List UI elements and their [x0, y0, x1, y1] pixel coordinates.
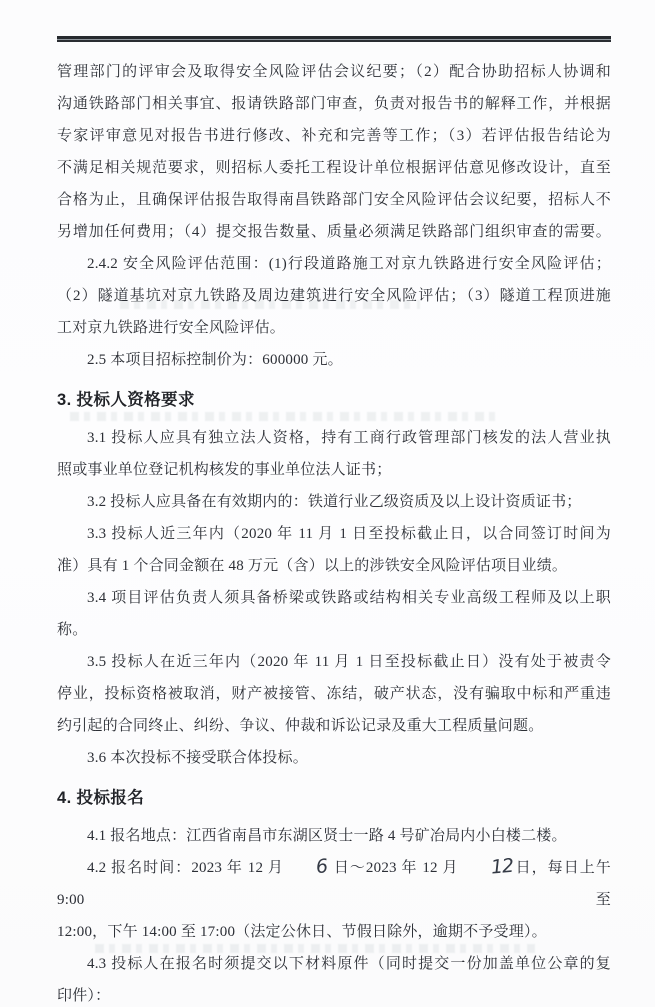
clause-3-6: 3.6 本次投标不接受联合体投标。: [87, 750, 308, 766]
text-line: 3.1 投标人应具有独立法人资格，持有工商行政管理部门核发的法人营业执: [87, 430, 611, 446]
text-line: 称。: [57, 622, 88, 638]
text-line: 合格为止，且确保评估报告取得南昌铁路部门安全风险评估会议纪要，招标人不: [57, 192, 611, 208]
clause-4-1: 4.1 报名地点：江西省南昌市东湖区贤士一路 4 号矿冶局内小白楼二楼。: [87, 828, 567, 844]
text-segment: 日，每日上午 9:00 至: [57, 860, 611, 908]
text-line: 3.4 项目评估负责人须具备桥梁或铁路或结构相关专业高级工程师及以上职: [87, 590, 611, 606]
clause-3-1: [57, 422, 611, 486]
clause-3-5: [57, 646, 611, 742]
text-line: 停业，投标资格被取消，财产被接管、冻结，破产状态，没有骗取中标和严重违: [57, 686, 611, 702]
clause-2-5: 2.5 本项目招标控制价为：600000 元。: [87, 352, 343, 368]
text-line: [57, 852, 611, 916]
text-segment: 4.2 报名时间：2023 年 12 月: [87, 860, 284, 876]
document-body: [57, 36, 611, 1007]
section-4-heading: 4. 投标报名: [57, 789, 145, 807]
clause-3-2: 3.2 投标人应具备在有效期内的：铁道行业乙级资质及以上设计资质证书；: [87, 494, 582, 510]
text-line: 工对京九铁路进行安全风险评估。: [57, 320, 286, 336]
clause-3-3: [57, 518, 611, 582]
clause-3-4: [57, 582, 611, 646]
clause-4-2: [57, 852, 611, 948]
text-segment: 日～2023 年 12 月: [329, 860, 459, 876]
text-line: 不满足相关规范要求，则招标人委托工程设计单位根据评估意见修改设计，直至: [57, 160, 611, 176]
text-line: 沟通铁路部门相关事宜、报请铁路部门审查，负责对报告书的解释工作，并根据: [57, 96, 611, 112]
text-line: 印件）：: [57, 988, 111, 1004]
text-line: 准）具有 1 个合同金额在 48 万元（含）以上的涉铁安全风险评估项目业绩。: [57, 558, 568, 574]
text-line: 4.3 投标人在报名时须提交以下材料原件（同时提交一份加盖单位公章的复: [87, 956, 611, 972]
text-line: 管理部门的评审会及取得安全风险评估会议纪要；（2）配合协助招标人协调和: [57, 64, 611, 80]
text-line: （2）隧道基坑对京九铁路及周边建筑进行安全风险评估；（3）隧道工程顶进施: [57, 288, 611, 304]
text-line: 另增加任何费用；（4）提交报告数量、质量必须满足铁路部门组织审查的需要。: [57, 224, 611, 240]
clause-4-3: [57, 948, 611, 1007]
text-line: 12:00，下午 14:00 至 17:00（法定公休日、节假日除外，逾期不予受理）。: [57, 924, 547, 940]
text-line: 照或事业单位登记机构核发的事业单位法人证书；: [57, 462, 392, 478]
text-line: 2.4.2 安全风险评估范围：(1)行段道路施工对京九铁路进行安全风险评估；: [87, 256, 611, 272]
paragraph-continuation: [57, 56, 611, 248]
text-line: 约引起的合同终止、纠纷、争议、仲裁和诉讼记录及重大工程质量问题。: [57, 718, 544, 734]
text-line: 专家评审意见对报告书进行修改、补充和完善等工作；（3）若评估报告结论为: [57, 128, 611, 144]
header-rule: [57, 36, 611, 42]
handwritten-end-day: 12: [489, 854, 514, 879]
text-line: 3.3 投标人近三年内（2020 年 11 月 1 日至投标截止日，以合同签订时间为: [87, 526, 611, 542]
section-3-heading: 3. 投标人资格要求: [57, 391, 195, 409]
text-line: 3.5 投标人在近三年内（2020 年 11 月 1 日至投标截止日）没有处于被责令: [87, 654, 611, 670]
clause-2-4-2: [57, 248, 611, 344]
handwritten-start-day: 6: [314, 855, 328, 879]
